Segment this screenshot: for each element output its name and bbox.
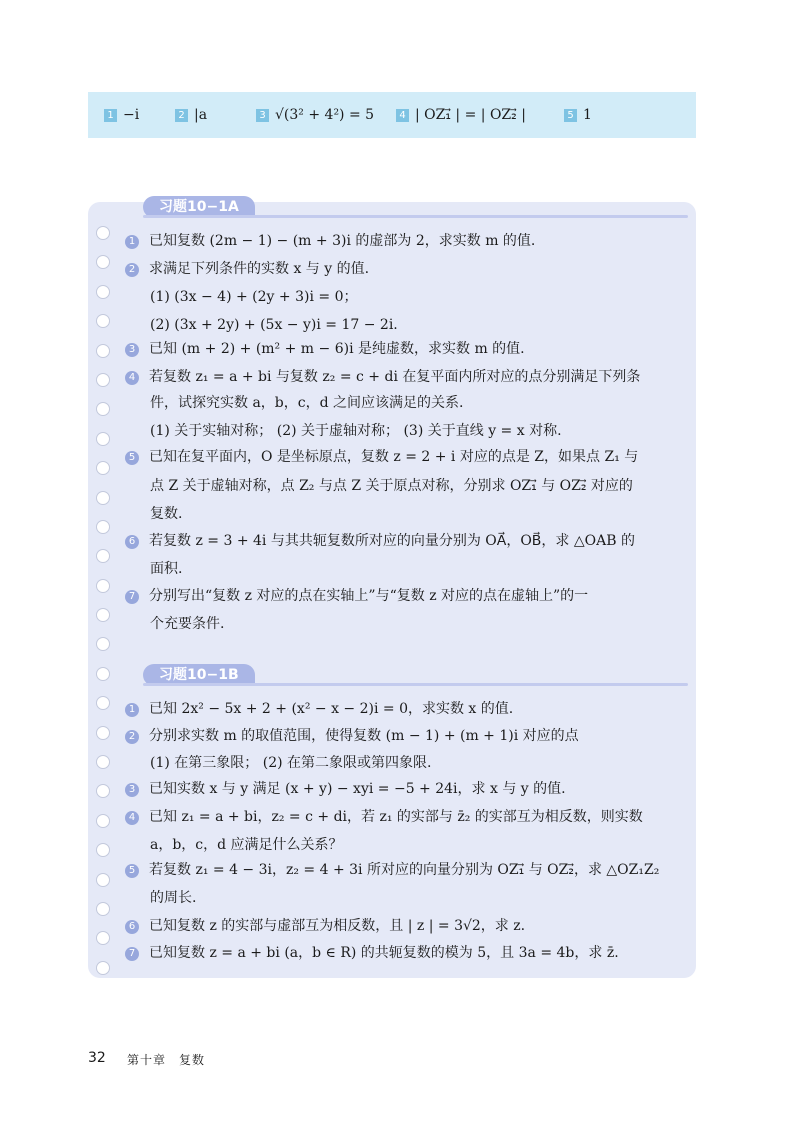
binder-hole xyxy=(96,549,110,563)
exercise-line xyxy=(150,834,710,856)
exercise-text: 若复数 z = 3 + 4i 与其共轭复数所对应的向量分别为 OA⃗，OB⃗，求 △OAB 的 xyxy=(149,533,635,549)
exercise-number: 7 xyxy=(125,947,139,961)
exercise-text: 复数. xyxy=(150,506,183,522)
binder-hole xyxy=(96,402,110,416)
answer-item xyxy=(396,106,526,124)
answer-item xyxy=(564,106,592,124)
section-b-title: 习题10−1B xyxy=(143,664,255,686)
exercise-line xyxy=(150,286,710,308)
exercise-number: 3 xyxy=(125,783,139,797)
exercise-line xyxy=(125,585,685,607)
exercise-number: 7 xyxy=(125,590,139,604)
binder-hole xyxy=(96,726,110,740)
exercise-text: 若复数 z₁ = a + bi 与复数 z₂ = c + di 在复平面内所对应的点分别满足下列条 xyxy=(149,369,641,385)
page-number: 32 xyxy=(88,1050,106,1066)
exercise-text: (2) (3x + 2y) + (5x − y)i = 17 − 2i. xyxy=(150,317,398,333)
exercise-text: 分别求实数 m 的取值范围，使得复数 (m − 1) + (m + 1)i 对应的点 xyxy=(149,728,579,744)
exercise-text: 已知复数 (2m − 1) − (m + 3)i 的虚部为 2，求实数 m 的值. xyxy=(149,233,536,249)
exercise-text: 面积. xyxy=(150,561,183,577)
exercise-panel xyxy=(88,199,696,978)
chapter-title: 第十章 复数 xyxy=(127,1053,206,1067)
exercise-text: (1) 关于实轴对称； (2) 关于虚轴对称； (3) 关于直线 y = x 对称. xyxy=(150,423,562,439)
binder-hole xyxy=(96,344,110,358)
exercise-text: a，b，c，d 应满足什么关系？ xyxy=(150,837,343,853)
exercise-number: 4 xyxy=(125,811,139,825)
binder-hole xyxy=(96,314,110,328)
answer-item xyxy=(104,106,139,124)
exercise-text: 已知复数 z 的实部与虚部互为相反数，且 | z | = 3√2，求 z. xyxy=(149,918,526,934)
answer-bar xyxy=(88,92,696,138)
exercise-line xyxy=(150,613,710,635)
exercise-text: 点 Z 关于虚轴对称，点 Z₂ 与点 Z 关于原点对称，分别求 OZ₁⃗ 与 OZ₂⃗ 对应的 xyxy=(150,478,633,494)
exercise-line xyxy=(150,475,710,497)
exercise-line xyxy=(125,698,685,720)
exercise-line xyxy=(150,420,710,442)
answer-text: √(3² + 4²) = 5 xyxy=(275,107,375,123)
exercise-text: 的周长. xyxy=(150,890,197,906)
answer-number: 2 xyxy=(175,109,188,122)
exercise-number: 6 xyxy=(125,535,139,549)
answer-number: 1 xyxy=(104,109,117,122)
exercise-line xyxy=(150,887,710,909)
exercise-line xyxy=(125,366,685,388)
exercise-line xyxy=(150,314,710,336)
exercise-text: 个充要条件. xyxy=(150,616,225,632)
exercise-line xyxy=(125,778,685,800)
exercise-number: 5 xyxy=(125,864,139,878)
binder-hole xyxy=(96,902,110,916)
exercise-number: 2 xyxy=(125,730,139,744)
binder-hole xyxy=(96,755,110,769)
exercise-text: 已知在复平面内，O 是坐标原点，复数 z = 2 + i 对应的点是 Z，如果点 Z₁ 与 xyxy=(149,449,639,465)
binder-hole xyxy=(96,931,110,945)
exercise-text: (1) 在第三象限； (2) 在第二象限或第四象限. xyxy=(150,755,432,771)
binder-holes xyxy=(96,226,110,990)
exercise-line xyxy=(150,752,710,774)
exercise-line xyxy=(125,942,685,964)
binder-hole xyxy=(96,873,110,887)
exercise-text: 已知 2x² − 5x + 2 + (x² − x − 2)i = 0，求实数 x 的值. xyxy=(149,701,514,717)
exercise-number: 5 xyxy=(125,451,139,465)
section-b-header xyxy=(143,664,688,686)
exercise-line xyxy=(125,230,685,252)
binder-hole xyxy=(96,667,110,681)
answer-number: 3 xyxy=(256,109,269,122)
binder-hole xyxy=(96,961,110,975)
exercise-text: 已知复数 z = a + bi (a，b ∈ R) 的共轭复数的模为 5，且 3a = 4b，求 z̄. xyxy=(149,945,619,961)
binder-hole xyxy=(96,255,110,269)
exercise-line xyxy=(125,258,685,280)
exercise-text: 求满足下列条件的实数 x 与 y 的值. xyxy=(149,261,370,277)
binder-hole xyxy=(96,843,110,857)
section-a-header xyxy=(143,196,688,218)
binder-hole xyxy=(96,579,110,593)
section-divider xyxy=(143,683,688,686)
exercise-number: 1 xyxy=(125,235,139,249)
binder-hole xyxy=(96,814,110,828)
exercise-number: 4 xyxy=(125,371,139,385)
exercise-line xyxy=(125,530,685,552)
exercise-text: 若复数 z₁ = 4 − 3i，z₂ = 4 + 3i 所对应的向量分别为 OZ₁⃗ 与 OZ₂⃗，求 △OZ₁Z₂ xyxy=(149,862,660,878)
binder-hole xyxy=(96,608,110,622)
binder-hole xyxy=(96,784,110,798)
exercise-line xyxy=(125,806,685,828)
answer-text: −i xyxy=(123,107,140,123)
answer-number: 5 xyxy=(564,109,577,122)
exercise-text: 分别写出“复数 z 对应的点在实轴上”与“复数 z 对应的点在虚轴上”的一 xyxy=(149,588,589,604)
binder-hole xyxy=(96,461,110,475)
binder-hole xyxy=(96,696,110,710)
binder-hole xyxy=(96,373,110,387)
exercise-text: (1) (3x − 4) + (2y + 3)i = 0； xyxy=(150,289,358,305)
exercise-number: 1 xyxy=(125,703,139,717)
answer-number: 4 xyxy=(396,109,409,122)
exercise-number: 3 xyxy=(125,343,139,357)
binder-hole xyxy=(96,226,110,240)
exercise-text: 已知 (m + 2) + (m² + m − 6)i 是纯虚数，求实数 m 的值. xyxy=(149,341,525,357)
answer-item xyxy=(256,106,374,124)
exercise-line xyxy=(125,338,685,360)
exercise-text: 已知 z₁ = a + bi，z₂ = c + di，若 z₁ 的实部与 z̄₂ 的实部互为相反数，则实数 xyxy=(149,809,643,825)
answer-item xyxy=(175,106,207,124)
exercise-line xyxy=(150,558,710,580)
answer-text: 1 xyxy=(583,107,592,123)
binder-hole xyxy=(96,285,110,299)
exercise-line xyxy=(125,446,685,468)
section-divider xyxy=(143,215,688,218)
answer-text: |a xyxy=(194,107,208,123)
exercise-line xyxy=(125,725,685,747)
section-a-title: 习题10−1A xyxy=(143,196,255,218)
exercise-number: 6 xyxy=(125,920,139,934)
exercise-text: 件，试探究实数 a，b，c，d 之间应该满足的关系. xyxy=(150,395,464,411)
answer-text: | OZ₁⃗ | = | OZ₂⃗ | xyxy=(415,107,526,123)
exercise-line xyxy=(125,859,685,881)
binder-hole xyxy=(96,432,110,446)
binder-hole xyxy=(96,637,110,651)
exercise-line xyxy=(150,392,710,414)
binder-hole xyxy=(96,520,110,534)
exercise-text: 已知实数 x 与 y 满足 (x + y) − xyi = −5 + 24i，求 x 与 y 的值. xyxy=(149,781,566,797)
exercise-number: 2 xyxy=(125,263,139,277)
exercise-line xyxy=(125,915,685,937)
binder-hole xyxy=(96,491,110,505)
exercise-line xyxy=(150,503,710,525)
